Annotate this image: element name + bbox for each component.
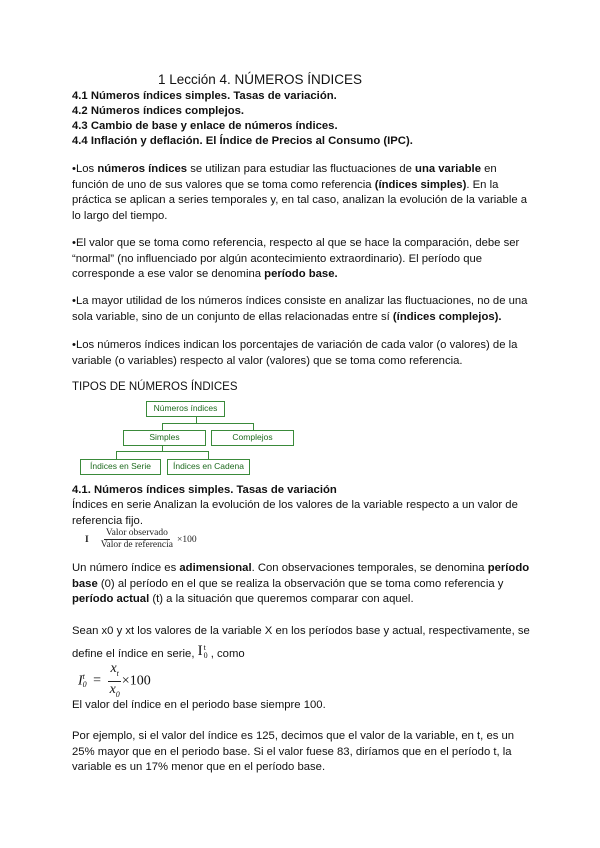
paragraph-example: Por ejemplo, si el valor del índice es 125, decimos que el valor de la variable, en t, es un 25% mayor que en el periodo base. Si el valor fuese 83, diríamos que en el período t, la variable es un 17% menor que en el período base. <box>72 730 515 773</box>
paragraph-definition: •Los números índices se utilizan para estudiar las fluctuaciones de una variable en función de uno de sus valores que se toma como referencia (índices simples). En la práctica se aplican a series temporales y, en tal caso, analizan la evolución de la variable a lo largo del tiempo. <box>72 163 528 222</box>
section-4-1-heading: 4.1. Números índices simples. Tasas de variación <box>72 484 337 496</box>
toc-item-4-4: 4.4 Inflación y deflación. El Índice de Precios al Consumo (IPC). <box>72 135 413 147</box>
formula-index-serie: I t 0 = $\frac{x_t}{x_0}$ ×100 <box>78 661 151 699</box>
toc-item-4-2: 4.2 Números índices complejos. <box>72 105 245 117</box>
paragraph-adimensional: Un número índice es adimensional. Con observaciones temporales, se denomina período base (0) al período en el que se realiza la observación que se toma como referencia y período actual (t) a la situación que queremos comparar con aquel. <box>72 562 530 605</box>
types-heading: TIPOS DE NÚMEROS ÍNDICES <box>72 381 238 393</box>
paragraph-reference-value: •El valor que se toma como referencia, respecto al que se hace la comparación, debe ser “normal” (no influenciado por algún acontecimiento extraordinario). El período que corresponde a ese valor se denomina período base. <box>72 237 520 280</box>
diagram-node-complejos: Complejos <box>211 430 294 446</box>
paragraph-base-100: El valor del índice en el periodo base siempre 100. <box>72 699 326 711</box>
diagram-node-numeros-indices: Números índices <box>146 401 225 417</box>
paragraph-utility: •La mayor utilidad de los números índices consiste en analizar las fluctuaciones, no de una sola variable, sino de un conjunto de ellas relacionadas entre sí (índices complejos). <box>72 295 528 323</box>
toc-item-4-1: 4.1 Números índices simples. Tasas de variación. <box>72 90 337 102</box>
paragraph-indices-en-serie: Índices en serie Analizan la evolución de los valores de la variable respecto a un valor de referencia fijo. <box>72 499 518 527</box>
paragraph-define-index: Sean x0 y xt los valores de la variable X en los períodos base y actual, respectivamente, se define el índice en serie, I t 0 , como <box>72 625 530 660</box>
diagram-node-simples: Simples <box>123 430 206 446</box>
page-title: 1 Lección 4. NÚMEROS ÍNDICES <box>158 72 363 87</box>
formula-index-definition: I $\frac{\text{Valor observado}}{\text{Valor de referencia}}$ ×100 <box>85 528 197 550</box>
diagram-node-indices-en-cadena: Índices en Cadena <box>167 459 250 475</box>
index-symbol: I t 0 <box>197 642 208 660</box>
toc-item-4-3: 4.3 Cambio de base y enlace de números índices. <box>72 120 338 132</box>
paragraph-percentages: •Los números índices indican los porcentajes de variación de cada valor (o valores) de la variable (o variables) respecto al valor (valores) que se toma como referencia. <box>72 339 518 367</box>
diagram-node-indices-en-serie: Índices en Serie <box>80 459 161 475</box>
